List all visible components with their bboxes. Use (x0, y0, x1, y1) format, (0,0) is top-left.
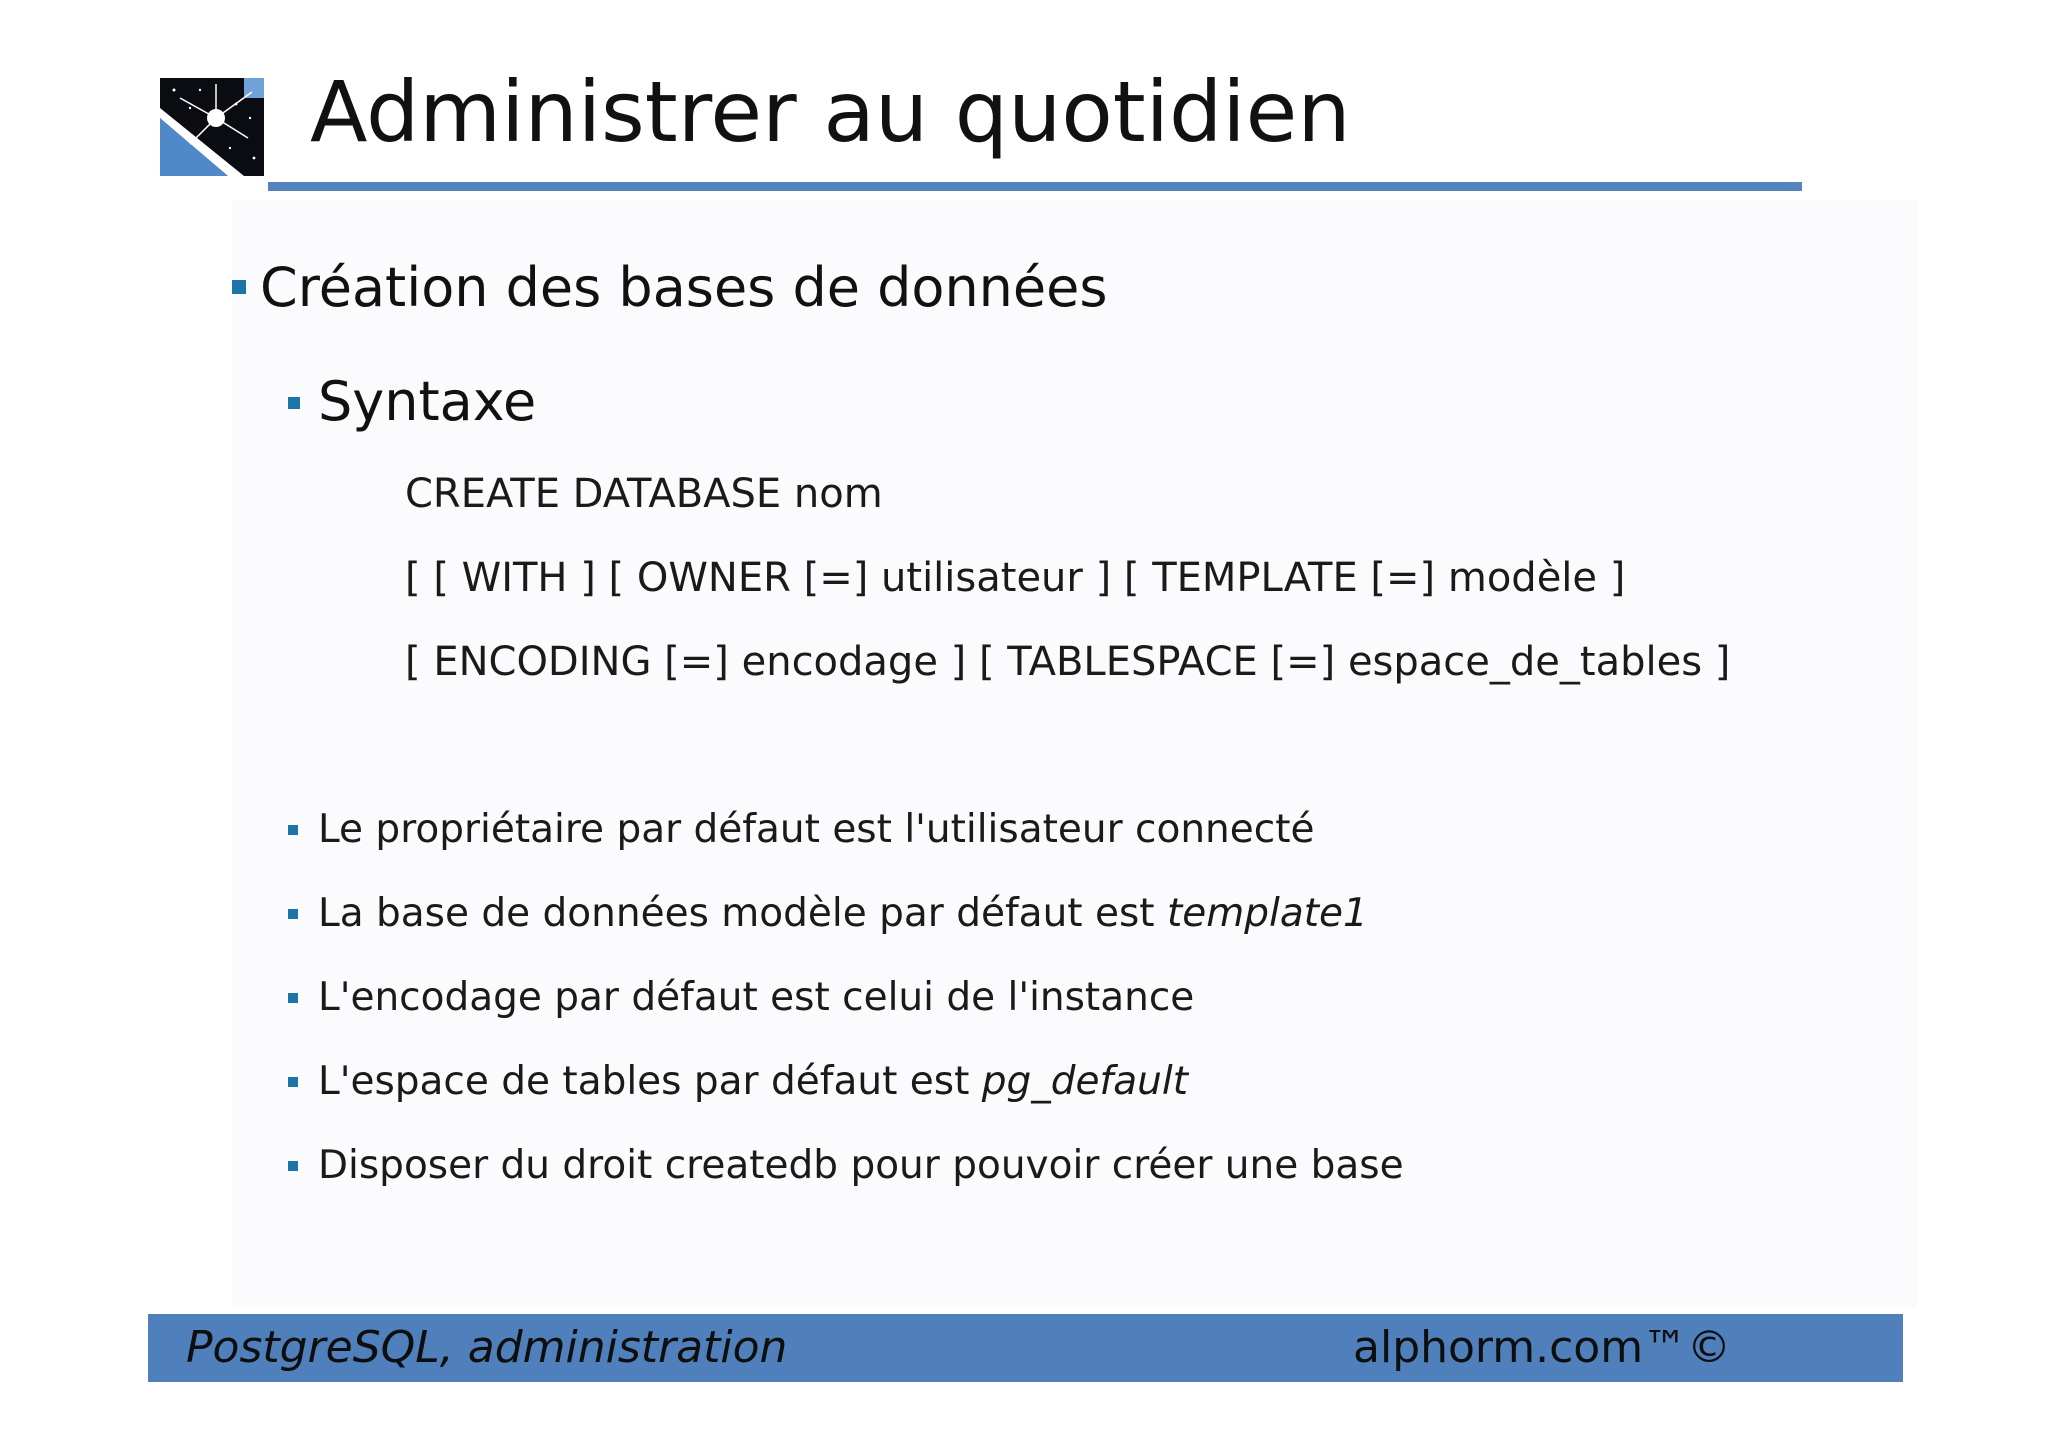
note-text: Le propriétaire par défaut est l'utilisateur connecté (318, 807, 1315, 852)
alphorm-logo-icon (160, 78, 264, 176)
square-bullet-icon (288, 397, 300, 409)
square-bullet-icon (288, 825, 298, 835)
square-bullet-icon (288, 993, 298, 1003)
note-item (288, 1058, 1188, 1106)
syntax-line: CREATE DATABASE nom (405, 471, 883, 517)
title-underline (268, 182, 1802, 191)
note-item (288, 1142, 1404, 1190)
footer-brand: alphorm.com™© (1353, 1322, 1732, 1373)
note-item (288, 806, 1315, 854)
slide-title: Administrer au quotidien (310, 63, 1351, 161)
note-italic-term: template1 (1167, 891, 1368, 936)
footer-bar (148, 1314, 1903, 1382)
note-item (288, 890, 1368, 938)
note-item (288, 974, 1194, 1022)
note-text: La base de données modèle par défaut est (318, 891, 1167, 936)
square-bullet-icon (288, 1077, 298, 1087)
subheading-item (288, 372, 536, 432)
note-text: L'espace de tables par défaut est (318, 1059, 982, 1104)
syntax-line: [ [ WITH ] [ OWNER [=] utilisateur ] [ TEMPLATE [=] modèle ] (405, 555, 1626, 601)
note-text: Disposer du droit createdb pour pouvoir créer une base (318, 1143, 1404, 1188)
square-bullet-icon (288, 909, 298, 919)
heading-text: Création des bases de données (260, 256, 1108, 319)
heading-item (232, 258, 1107, 318)
syntax-line: [ ENCODING [=] encodage ] [ TABLESPACE [=] espace_de_tables ] (405, 639, 1731, 685)
subheading-text: Syntaxe (318, 370, 537, 433)
square-bullet-icon (288, 1161, 298, 1171)
footer-course-title: PostgreSQL, administration (186, 1322, 788, 1373)
note-italic-term: pg_default (981, 1059, 1189, 1104)
square-bullet-icon (232, 280, 246, 294)
note-text: L'encodage par défaut est celui de l'instance (318, 975, 1195, 1020)
